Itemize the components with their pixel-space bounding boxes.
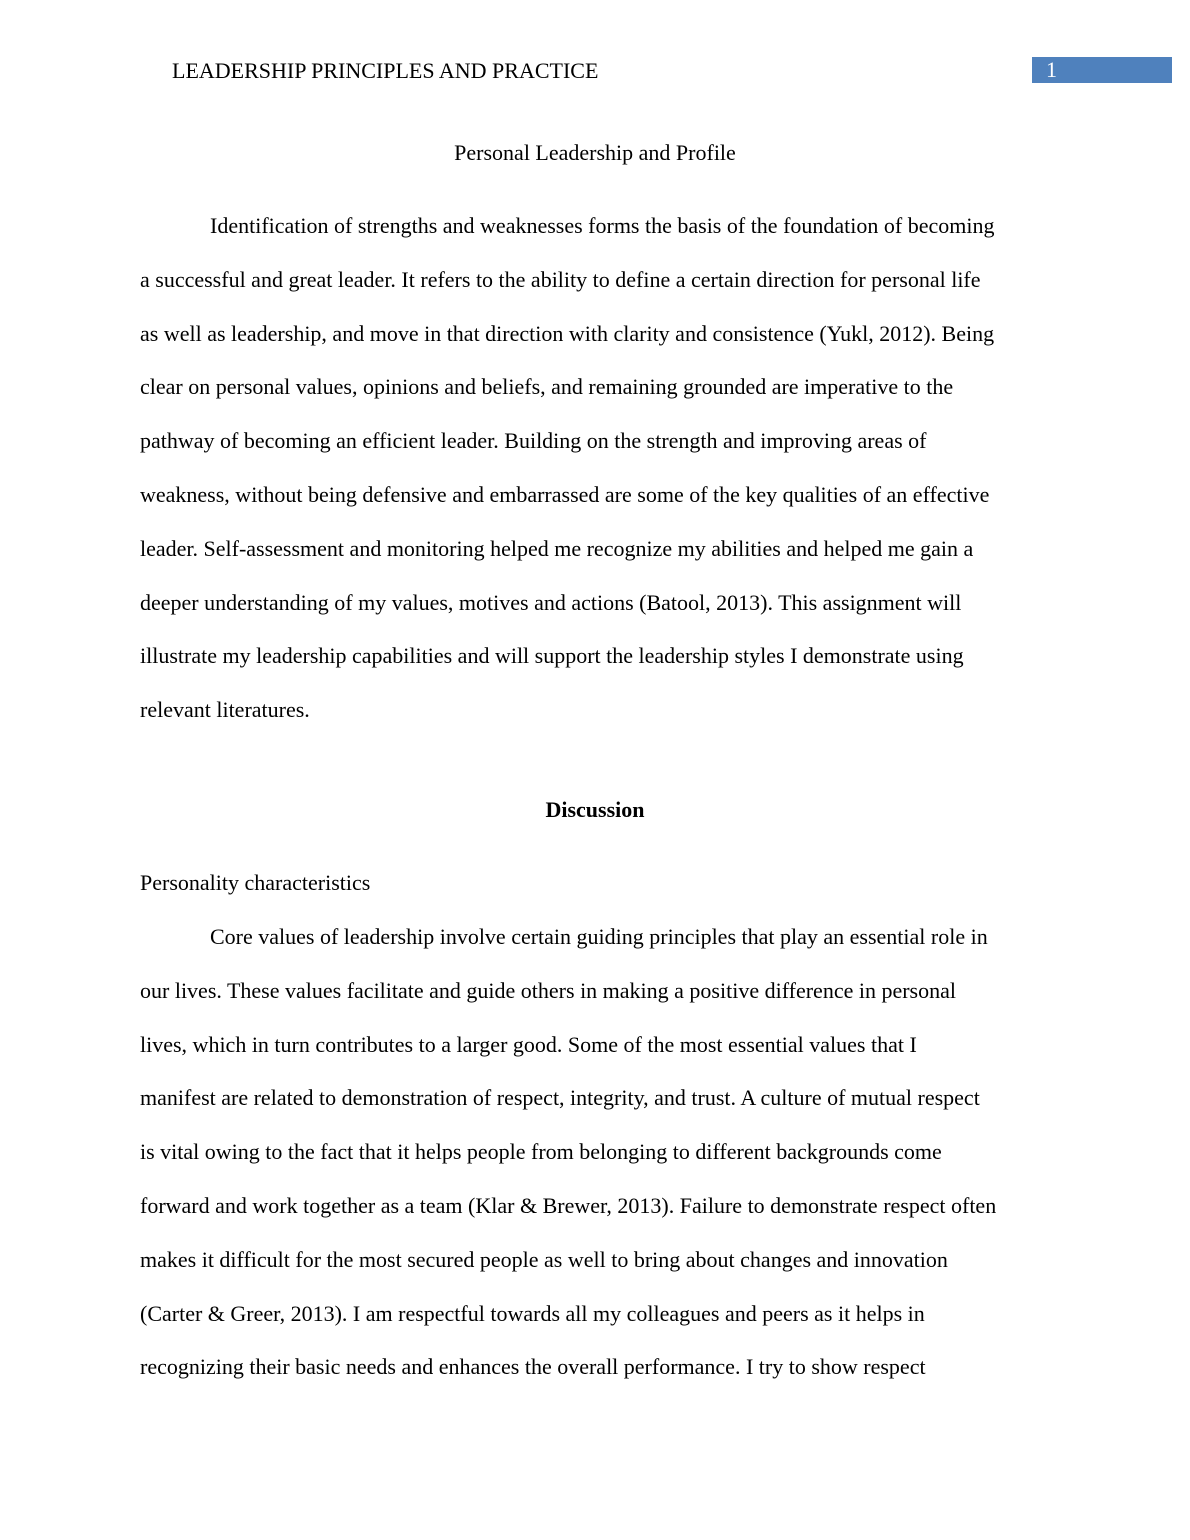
section-heading-discussion: Discussion xyxy=(545,797,645,822)
paragraph-line: pathway of becoming an efficient leader. Building on the strength and improving areas of xyxy=(140,428,927,454)
subsection-heading-personality: Personality characteristics xyxy=(140,870,371,895)
core-values-paragraph xyxy=(140,923,996,1407)
paragraph-line: manifest are related to demonstration of respect, integrity, and trust. A culture of mutual respect xyxy=(140,1085,980,1111)
running-header-title: LEADERSHIP PRINCIPLES AND PRACTICE xyxy=(172,58,599,83)
paragraph-line: as well as leadership, and move in that direction with clarity and consistence (Yukl, 2012). Being xyxy=(140,320,995,346)
intro-paragraph xyxy=(140,212,994,750)
paragraph-line: (Carter & Greer, 2013). I am respectful towards all my colleagues and peers as it helps in xyxy=(140,1300,925,1326)
paragraph-line: clear on personal values, opinions and beliefs, and remaining grounded are imperative to the xyxy=(140,374,954,400)
paragraph-line: relevant literatures. xyxy=(140,697,310,723)
paragraph-line: forward and work together as a team (Klar & Brewer, 2013). Failure to demonstrate respect often xyxy=(140,1192,997,1218)
paragraph-line: recognizing their basic needs and enhances the overall performance. I try to show respect xyxy=(140,1354,926,1380)
paragraph-line: makes it difficult for the most secured people as well to bring about changes and innovation xyxy=(140,1246,948,1272)
paragraph-line: leader. Self-assessment and monitoring helped me recognize my abilities and helped me gain a xyxy=(140,535,974,561)
paragraph-line: weakness, without being defensive and embarrassed are some of the key qualities of an effective xyxy=(140,481,990,507)
page-number: 1 xyxy=(1046,57,1057,82)
paragraph-line: deeper understanding of my values, motives and actions (Batool, 2013). This assignment will xyxy=(140,589,962,615)
page-number-box xyxy=(1032,57,1172,83)
paragraph-line: Identification of strengths and weaknesses forms the basis of the foundation of becoming xyxy=(210,213,995,238)
paragraph-line: a successful and great leader. It refers to the ability to define a certain direction for personal life xyxy=(140,266,981,292)
document-title: Personal Leadership and Profile xyxy=(454,140,736,165)
paragraph-line: lives, which in turn contributes to a larger good. Some of the most essential values that I xyxy=(140,1031,917,1057)
paragraph-line: our lives. These values facilitate and guide others in making a positive difference in personal xyxy=(140,977,956,1003)
paragraph-line: Core values of leadership involve certain guiding principles that play an essential role in xyxy=(210,924,988,949)
paragraph-line: illustrate my leadership capabilities and will support the leadership styles I demonstrate using xyxy=(140,643,964,669)
paragraph-line: is vital owing to the fact that it helps people from belonging to different backgrounds come xyxy=(140,1139,942,1165)
